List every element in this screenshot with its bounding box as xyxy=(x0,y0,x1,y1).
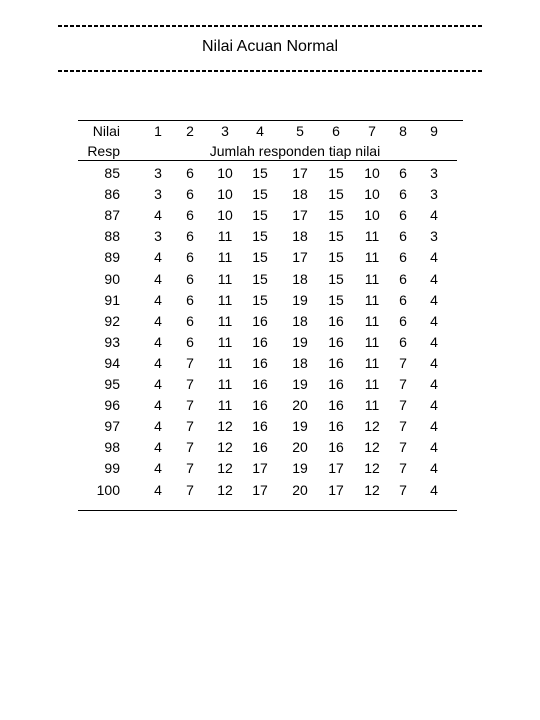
row-value-cell: 16 xyxy=(328,376,344,392)
row-value-cell: 15 xyxy=(328,228,344,244)
row-value-cell: 6 xyxy=(186,313,194,329)
row-value-cell: 3 xyxy=(430,228,438,244)
row-value-cell: 15 xyxy=(328,186,344,202)
row-value-cell: 19 xyxy=(292,334,308,350)
row-value-cell: 7 xyxy=(186,460,194,476)
row-value-cell: 6 xyxy=(186,334,194,350)
row-value-cell: 6 xyxy=(186,207,194,223)
row-value-cell: 6 xyxy=(399,292,407,308)
row-value-cell: 15 xyxy=(252,165,268,181)
row-value-cell: 15 xyxy=(328,207,344,223)
page-title: Nilai Acuan Normal xyxy=(201,38,339,55)
row-value-cell: 15 xyxy=(252,249,268,265)
row-value-cell: 6 xyxy=(186,165,194,181)
row-value-cell: 4 xyxy=(430,271,438,287)
row-value-cell: 4 xyxy=(154,418,162,434)
row-value-cell: 3 xyxy=(154,228,162,244)
row-value-cell: 7 xyxy=(186,482,194,498)
row-value-cell: 7 xyxy=(399,482,407,498)
row-value-cell: 18 xyxy=(292,228,308,244)
row-value-cell: 6 xyxy=(399,228,407,244)
row-value-cell: 17 xyxy=(292,165,308,181)
row-value-cell: 16 xyxy=(252,313,268,329)
row-value-cell: 4 xyxy=(154,355,162,371)
row-resp-cell: 95 xyxy=(104,376,120,392)
row-value-cell: 10 xyxy=(217,186,233,202)
row-value-cell: 20 xyxy=(292,482,308,498)
row-value-cell: 4 xyxy=(430,460,438,476)
row-value-cell: 17 xyxy=(252,460,268,476)
row-value-cell: 6 xyxy=(399,165,407,181)
row-value-cell: 6 xyxy=(186,228,194,244)
row-value-cell: 12 xyxy=(217,460,233,476)
jumlah-responden-label: Jumlah responden tiap nilai xyxy=(209,143,381,159)
row-value-cell: 10 xyxy=(217,207,233,223)
header-cell: 9 xyxy=(430,123,438,139)
row-value-cell: 11 xyxy=(364,228,380,244)
row-value-cell: 6 xyxy=(186,292,194,308)
row-value-cell: 4 xyxy=(430,249,438,265)
row-value-cell: 15 xyxy=(252,292,268,308)
row-value-cell: 11 xyxy=(364,376,380,392)
row-value-cell: 6 xyxy=(399,207,407,223)
table-header-rule xyxy=(78,160,457,161)
row-resp-cell: 85 xyxy=(104,165,120,181)
row-value-cell: 11 xyxy=(217,249,233,265)
row-value-cell: 15 xyxy=(252,271,268,287)
row-value-cell: 16 xyxy=(328,397,344,413)
row-value-cell: 19 xyxy=(292,460,308,476)
table-bottom-rule xyxy=(78,510,457,511)
row-value-cell: 6 xyxy=(399,313,407,329)
header-cell: 3 xyxy=(221,123,229,139)
row-value-cell: 6 xyxy=(186,271,194,287)
row-resp-cell: 88 xyxy=(104,228,120,244)
row-value-cell: 11 xyxy=(364,249,380,265)
row-value-cell: 17 xyxy=(292,249,308,265)
row-value-cell: 16 xyxy=(252,355,268,371)
row-value-cell: 4 xyxy=(154,313,162,329)
row-value-cell: 7 xyxy=(186,397,194,413)
bottom-dashed-rule xyxy=(58,70,483,72)
row-value-cell: 15 xyxy=(252,186,268,202)
row-resp-cell: 87 xyxy=(104,207,120,223)
row-value-cell: 15 xyxy=(328,249,344,265)
row-value-cell: 4 xyxy=(154,397,162,413)
row-value-cell: 18 xyxy=(292,355,308,371)
row-value-cell: 6 xyxy=(399,271,407,287)
header-cell: 6 xyxy=(332,123,340,139)
row-value-cell: 4 xyxy=(430,418,438,434)
row-value-cell: 11 xyxy=(217,397,233,413)
row-value-cell: 16 xyxy=(252,334,268,350)
row-value-cell: 11 xyxy=(217,313,233,329)
row-value-cell: 11 xyxy=(217,292,233,308)
row-resp-cell: 89 xyxy=(104,249,120,265)
row-value-cell: 16 xyxy=(328,418,344,434)
row-value-cell: 11 xyxy=(217,376,233,392)
row-value-cell: 12 xyxy=(217,482,233,498)
row-value-cell: 4 xyxy=(154,460,162,476)
row-value-cell: 4 xyxy=(154,482,162,498)
row-value-cell: 15 xyxy=(252,228,268,244)
row-value-cell: 11 xyxy=(364,397,380,413)
row-value-cell: 11 xyxy=(217,334,233,350)
row-value-cell: 10 xyxy=(364,186,380,202)
row-value-cell: 4 xyxy=(430,376,438,392)
row-value-cell: 17 xyxy=(292,207,308,223)
row-value-cell: 4 xyxy=(154,439,162,455)
row-resp-cell: 97 xyxy=(104,418,120,434)
header-cell: 5 xyxy=(296,123,304,139)
row-value-cell: 7 xyxy=(399,376,407,392)
header-cell: 8 xyxy=(399,123,407,139)
row-value-cell: 20 xyxy=(292,439,308,455)
row-value-cell: 10 xyxy=(364,165,380,181)
row-value-cell: 7 xyxy=(399,397,407,413)
row-value-cell: 15 xyxy=(328,292,344,308)
row-value-cell: 18 xyxy=(292,271,308,287)
row-resp-cell: 86 xyxy=(104,186,120,202)
row-value-cell: 17 xyxy=(328,482,344,498)
row-resp-cell: 91 xyxy=(104,292,120,308)
row-value-cell: 12 xyxy=(364,418,380,434)
row-value-cell: 16 xyxy=(252,418,268,434)
row-value-cell: 6 xyxy=(399,334,407,350)
row-value-cell: 16 xyxy=(252,397,268,413)
row-value-cell: 10 xyxy=(217,165,233,181)
row-value-cell: 7 xyxy=(399,355,407,371)
row-value-cell: 7 xyxy=(186,439,194,455)
row-value-cell: 7 xyxy=(399,460,407,476)
row-value-cell: 11 xyxy=(217,355,233,371)
row-value-cell: 11 xyxy=(217,271,233,287)
row-value-cell: 6 xyxy=(186,249,194,265)
row-value-cell: 16 xyxy=(252,376,268,392)
row-value-cell: 12 xyxy=(364,439,380,455)
row-value-cell: 16 xyxy=(328,334,344,350)
header-cell: 2 xyxy=(186,123,194,139)
table-top-rule xyxy=(78,120,463,121)
header-cell-nilai: Nilai xyxy=(92,123,120,139)
header-cell: 7 xyxy=(368,123,376,139)
row-value-cell: 12 xyxy=(364,460,380,476)
row-value-cell: 12 xyxy=(217,439,233,455)
row-value-cell: 4 xyxy=(430,482,438,498)
row-value-cell: 16 xyxy=(328,355,344,371)
row-value-cell: 7 xyxy=(399,439,407,455)
row-value-cell: 7 xyxy=(186,376,194,392)
row-value-cell: 4 xyxy=(430,313,438,329)
row-value-cell: 4 xyxy=(430,355,438,371)
row-value-cell: 16 xyxy=(328,439,344,455)
row-value-cell: 3 xyxy=(430,165,438,181)
row-value-cell: 11 xyxy=(364,313,380,329)
row-value-cell: 6 xyxy=(186,186,194,202)
row-value-cell: 15 xyxy=(328,271,344,287)
row-value-cell: 4 xyxy=(430,334,438,350)
row-value-cell: 18 xyxy=(292,186,308,202)
header-cell: 4 xyxy=(256,123,264,139)
row-value-cell: 7 xyxy=(399,418,407,434)
row-value-cell: 19 xyxy=(292,292,308,308)
row-value-cell: 3 xyxy=(430,186,438,202)
row-value-cell: 7 xyxy=(186,418,194,434)
row-value-cell: 6 xyxy=(399,249,407,265)
row-value-cell: 19 xyxy=(292,376,308,392)
row-value-cell: 4 xyxy=(430,207,438,223)
row-value-cell: 11 xyxy=(364,292,380,308)
row-value-cell: 17 xyxy=(252,482,268,498)
row-value-cell: 3 xyxy=(154,165,162,181)
row-resp-cell: 98 xyxy=(104,439,120,455)
row-value-cell: 16 xyxy=(252,439,268,455)
row-value-cell: 15 xyxy=(328,165,344,181)
row-value-cell: 4 xyxy=(154,376,162,392)
row-value-cell: 16 xyxy=(328,313,344,329)
row-value-cell: 4 xyxy=(154,271,162,287)
row-value-cell: 7 xyxy=(186,355,194,371)
row-value-cell: 11 xyxy=(364,271,380,287)
row-value-cell: 18 xyxy=(292,313,308,329)
resp-label: Resp xyxy=(87,143,120,159)
row-value-cell: 20 xyxy=(292,397,308,413)
row-value-cell: 12 xyxy=(364,482,380,498)
row-value-cell: 15 xyxy=(252,207,268,223)
top-dashed-rule xyxy=(58,25,483,27)
row-value-cell: 4 xyxy=(430,292,438,308)
row-value-cell: 4 xyxy=(430,397,438,413)
row-value-cell: 11 xyxy=(364,334,380,350)
row-resp-cell: 92 xyxy=(104,313,120,329)
row-value-cell: 11 xyxy=(364,355,380,371)
row-value-cell: 3 xyxy=(154,186,162,202)
row-value-cell: 11 xyxy=(217,228,233,244)
row-resp-cell: 96 xyxy=(104,397,120,413)
row-value-cell: 12 xyxy=(217,418,233,434)
row-value-cell: 10 xyxy=(364,207,380,223)
row-value-cell: 4 xyxy=(154,292,162,308)
row-value-cell: 6 xyxy=(399,186,407,202)
row-resp-cell: 99 xyxy=(104,460,120,476)
row-resp-cell: 90 xyxy=(104,271,120,287)
row-resp-cell: 94 xyxy=(104,355,120,371)
row-resp-cell: 100 xyxy=(96,482,120,498)
row-value-cell: 19 xyxy=(292,418,308,434)
row-value-cell: 17 xyxy=(328,460,344,476)
header-cell: 1 xyxy=(154,123,162,139)
row-value-cell: 4 xyxy=(154,249,162,265)
row-resp-cell: 93 xyxy=(104,334,120,350)
row-value-cell: 4 xyxy=(154,207,162,223)
row-value-cell: 4 xyxy=(430,439,438,455)
row-value-cell: 4 xyxy=(154,334,162,350)
